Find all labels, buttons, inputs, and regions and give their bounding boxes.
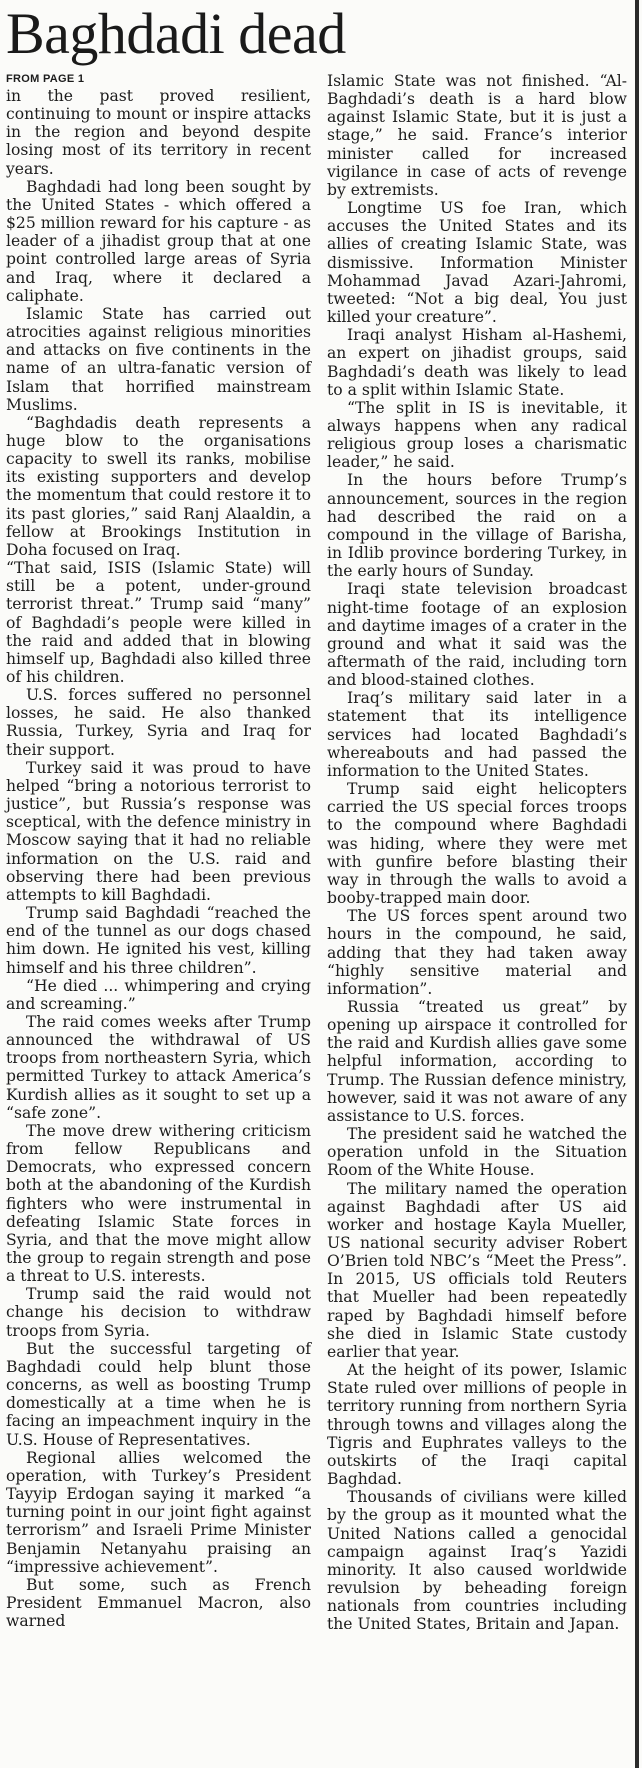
continuation-kicker: FROM PAGE 1 xyxy=(6,73,85,85)
paragraph: Iraqi analyst Hisham al-Hashemi, an expert on jihadist groups, said Baghdadi’s death was likely to lead to a split within Islamic State. xyxy=(327,326,627,399)
paragraph: Iraq’s military said later in a statement that its intelligence services had located Baghdadi’s whereabouts and had passed the information to the United States. xyxy=(327,689,627,780)
paragraph: But some, such as French President Emmanuel Macron, also warned xyxy=(6,1575,311,1631)
paragraph: Trump said Baghdadi “reached the end of the tunnel as our dogs chased him down. He ignited his vest, killing himself and his three children”. xyxy=(6,904,311,977)
paragraph: In the hours before Trump’s announcement, sources in the region had described the raid on a compound in the village of Barisha, in Idlib province bordering Turkey, in the early hours of Sunday. xyxy=(327,471,627,581)
paragraph: The president said he watched the operation unfold in the Situation Room of the White House. xyxy=(327,1125,627,1180)
article-column-right xyxy=(327,72,627,1633)
paragraph: The move drew withering criticism from fellow Republicans and Democrats, who expressed concern both at the abandoning of the Kurdish fighters who were instrumental in defeating Islamic State forces in Syria, and that the move might allow the group to regain strength and pose a threat to U.S. interests. xyxy=(6,1121,311,1286)
paragraph: “Baghdadis death represents a huge blow to the organisations capacity to swell its ranks, mobilise its existing supporters and develop the momentum that could restore it to its past glories,” said Ranj Alaaldin, a fellow at Brookings Institution in Doha focused on Iraq. xyxy=(6,413,311,559)
paragraph: “The split in IS is inevitable, it always happens when any radical religious group loses a charismatic leader,” he said. xyxy=(327,398,627,472)
paragraph: Islamic State has carried out atrocities against religious minorities and attacks on five continents in the name of an ultra-fanatic version of Islam that horrified mainstream Muslims. xyxy=(6,304,311,414)
paragraph: The US forces spent around two hours in the compound, he said, adding that they had taken away “highly sensitive material and information”. xyxy=(327,907,627,998)
paragraph: But the successful targeting of Baghdadi could help blunt those concerns, as well as boosting Trump domestically at a time when he is facing an impeachment inquiry in the U.S. House of Representatives. xyxy=(6,1339,311,1449)
paragraph: Thousands of civilians were killed by the group as it mounted what the United Nations called a genocidal campaign against Iraq’s Yazidi minority. It also caused worldwide revulsion by beheading foreign nationals from countries including the United States, Britain and Japan. xyxy=(327,1488,627,1634)
paragraph: “That said, ISIS (Islamic State) will still be a potent, under-ground terrorist threat.” Trump said “many” of Baghdadi’s people were killed in the raid and added that in blowing himself up, Baghdadi also killed three of his children. xyxy=(6,559,311,686)
paragraph: Baghdadi had long been sought by the United States - which offered a $25 million reward for his capture - as leader of a jihadist group that at one point controlled large areas of Syria and Iraq, where it declared a caliphate. xyxy=(6,177,311,305)
paragraph: Turkey said it was proud to have helped “bring a notorious terrorist to justice”, but Russia’s response was sceptical, with the defence ministry in Moscow saying that it had no reliable information on the U.S. raid and observing there had been previous attempts to kill Baghdadi. xyxy=(6,758,311,904)
paragraph: At the height of its power, Islamic State ruled over millions of people in territory running from northern Syria through towns and villages along the Tigris and Euphrates valleys to the outskirts of the Iraqi capital Baghdad. xyxy=(327,1361,627,1489)
paragraph: The raid comes weeks after Trump announced the withdrawal of US troops from northeastern Syria, which permitted Turkey to attack America’s Kurdish allies as it sought to set up a “safe zone”. xyxy=(6,1012,311,1122)
paragraph: in the past proved resilient, continuing to mount or inspire attacks in the region and beyond despite losing most of its territory in recent years. xyxy=(6,87,311,178)
paragraph: Trump said the raid would not change his decision to withdraw troops from Syria. xyxy=(6,1285,311,1340)
paragraph: Iraqi state television broadcast night-time footage of an explosion and daytime images of a crater in the ground and what it said was the aftermath of the raid, including torn and blood-stained clothes. xyxy=(327,580,627,690)
paragraph: “He died ... whimpering and crying and screaming.” xyxy=(6,976,311,1013)
article-column-left xyxy=(6,72,311,1630)
article-headline: Baghdadi dead xyxy=(6,1,346,66)
paragraph: The military named the operation against Baghdadi after US aid worker and hostage Kayla Mueller, US national security adviser Robert O’Brien told NBC’s “Meet the Press”. In 2015, US officials told Reuters that Mueller had been repeatedly raped by Baghdadi himself before she died in Islamic State custody earlier that year. xyxy=(327,1179,627,1361)
paragraph: Regional allies welcomed the operation, with Turkey’s President Tayyip Erdogan saying it marked “a turning point in our joint fight against terrorism” and Israeli Prime Minister Benjamin Netanyahu praising an “impressive achievement”. xyxy=(6,1448,311,1576)
paragraph: Russia “treated us great” by opening up airspace it controlled for the raid and Kurdish allies gave some helpful information, according to Trump. The Russian defence ministry, however, said it was not aware of any assistance to U.S. forces. xyxy=(327,997,627,1125)
paragraph: U.S. forces suffered no personnel losses, he said. He also thanked Russia, Turkey, Syria and Iraq for their support. xyxy=(6,686,311,759)
paragraph: Longtime US foe Iran, which accuses the United States and its allies of creating Islamic State, was dismissive. Information Minister Mohammad Javad Azari-Jahromi, tweeted: “Not a big deal, You just killed your creature”. xyxy=(327,199,627,327)
paragraph: Trump said eight helicopters carried the US special forces troops to the compound where Baghdadi was hiding, where they were met with gunfire before blasting their way in through the walls to avoid a booby-trapped main door. xyxy=(327,780,627,908)
column-border xyxy=(635,0,639,1768)
paragraph: Islamic State was not finished. “Al-Baghdadi’s death is a hard blow against Islamic State, but it is just a stage,” he said. France’s interior minister called for increased vigilance in case of acts of revenge by extremists. xyxy=(327,72,627,199)
